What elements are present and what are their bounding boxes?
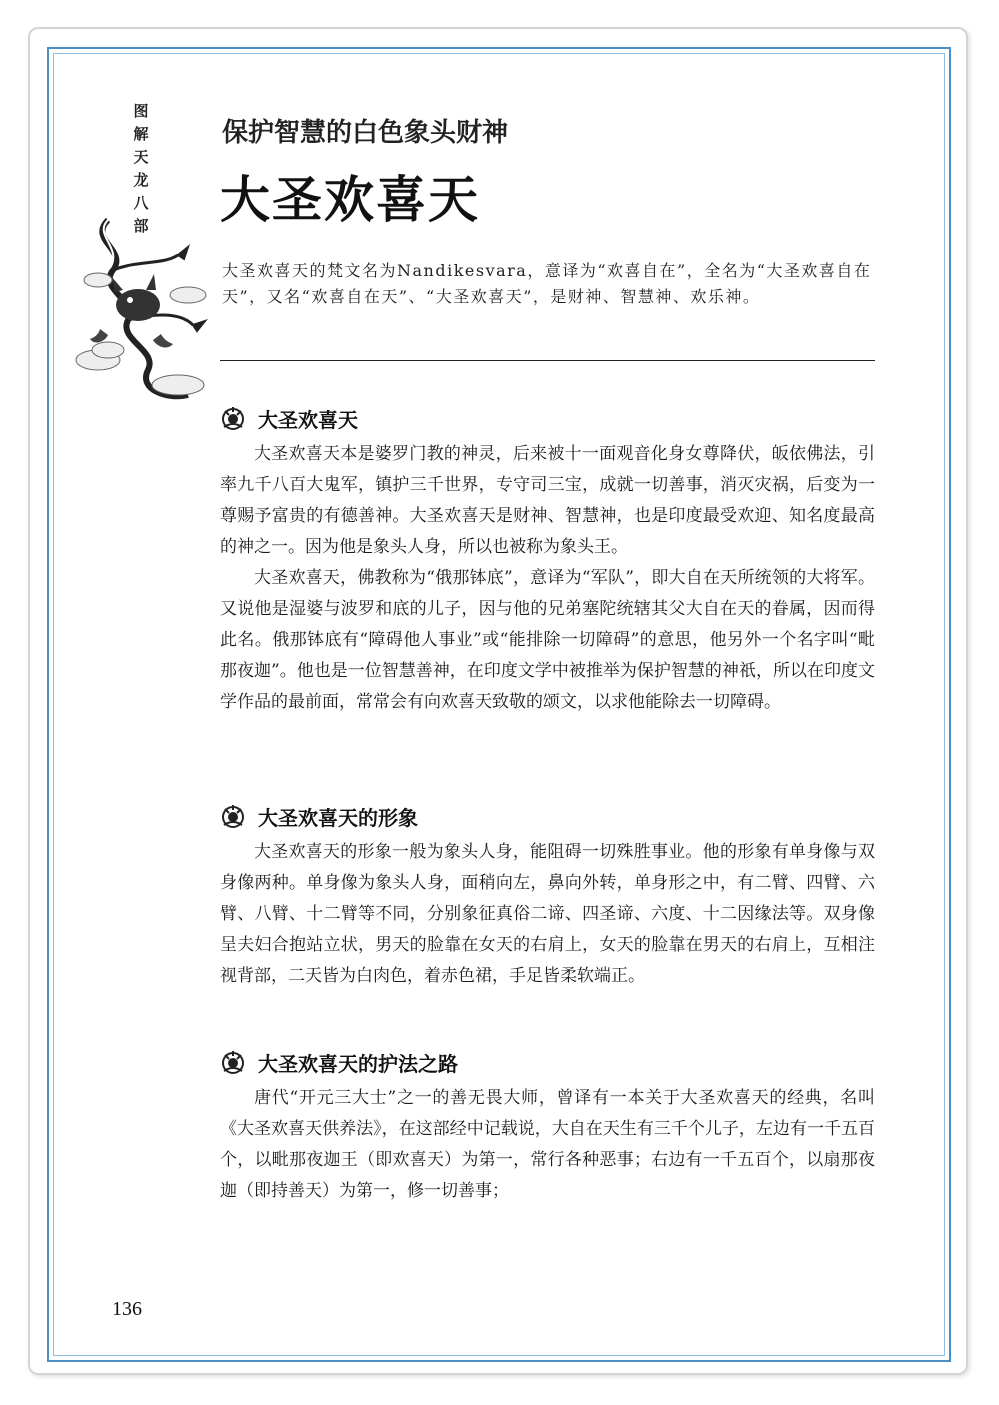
section-heading [220,801,875,831]
side-label-char: 天 [133,148,149,166]
paragraph: 大圣欢喜天，佛教称为“俄那钵底”，意译为“军队”，即大自在天所统领的大将军。又说他是湿婆与波罗和底的儿子，因与他的兄弟塞陀统辖其父大自在天的眷属，因而得此名。俄那钵底有“障碍他人事业”或“能排除一切障碍”的意思，他另外一个名字叫“毗那夜迦”。他也是一位智慧善神，在印度文学中被推举为保护智慧的神祇，所以在印度文学作品的最前面，常常会有向欢喜天致敬的颂文，以求他能除去一切障碍。 [220,568,875,712]
section-title: 大圣欢喜天 [258,407,358,432]
section-title: 大圣欢喜天的形象 [258,805,418,830]
side-label-char: 八 [133,194,149,212]
side-label-char: 龙 [133,171,149,189]
lotus-icon [220,405,246,431]
section-heading [220,1047,875,1077]
paragraph: 唐代“开元三大士”之一的善无畏大师，曾译有一本关于大圣欢喜天的经典，名叫《大圣欢喜天供养法》，在这部经中记载说，大自在天生有三千个儿子，左边有一千五百个，以毗那夜迦王（即欢喜天）为第一，常行各种恶事；右边有一千五百个，以扇那夜迦（即持善天）为第一，修一切善事； [220,1088,875,1201]
intro-text: 大圣欢喜天的梵文名为Nandikesvara，意译为“欢喜自在”，全名为“大圣欢喜自在天”，又名“欢喜自在天”、“大圣欢喜天”，是财神、智慧神、欢乐神。 [222,261,872,306]
section-title: 大圣欢喜天的护法之路 [258,1051,458,1076]
section-intro [220,403,875,718]
section-dharma-path [220,1047,875,1207]
section-heading [220,403,875,433]
lotus-icon [220,1049,246,1075]
divider [220,360,875,361]
lotus-icon [220,803,246,829]
paragraph: 大圣欢喜天本是婆罗门教的神灵，后来被十一面观音化身女尊降伏，皈依佛法，引率九千八百大鬼军，镇护三千世界，专守司三宝，成就一切善事，消灭灾祸，后变为一尊赐予富贵的有德善神。大圣欢喜天是财神、智慧神，也是印度最受欢迎、知名度最高的神之一。因为他是象头人身，所以也被称为象头王。 [220,444,875,557]
side-label-char: 部 [133,217,149,235]
page-title: 大圣欢喜天 [220,170,480,229]
dragon-illustration [68,210,228,410]
page-subtitle: 保护智慧的白色象头财神 [222,118,509,148]
paragraph: 大圣欢喜天的形象一般为象头人身，能阻碍一切殊胜事业。他的形象有单身像与双身像两种。单身像为象头人身，面稍向左，鼻向外转，单身形之中，有二臂、四臂、六臂、八臂、十二臂等不同，分别象征真俗二谛、四圣谛、六度、十二因缘法等。双身像呈夫妇合抱站立状，男天的脸靠在女天的右肩上，女天的脸靠在男天的右肩上，互相注视背部，二天皆为白肉色，着赤色裙，手足皆柔软端正。 [220,842,875,986]
side-label-char: 解 [133,125,149,143]
page-number: 136 [112,1298,142,1320]
side-label-char: 图 [133,102,149,120]
section-appearance [220,801,875,992]
